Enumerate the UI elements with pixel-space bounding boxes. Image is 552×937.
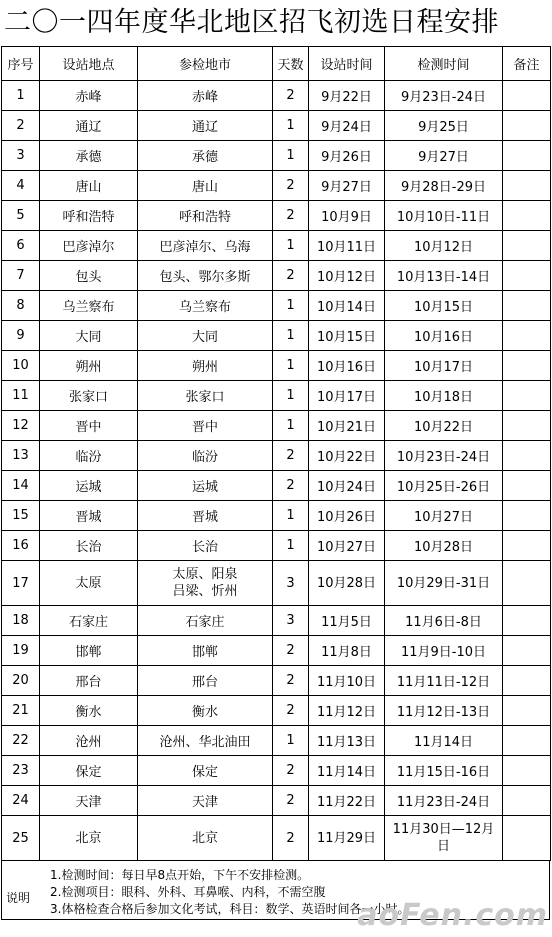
- cell-site: 邢台: [40, 666, 138, 696]
- cell-date: 10月17日: [309, 381, 385, 411]
- cell-no: 4: [2, 171, 40, 201]
- cell-days: 1: [273, 111, 309, 141]
- note-line-1: 1.检测时间：每日早8点开始，下午不安排检测。: [50, 868, 310, 882]
- table-row: [2, 786, 551, 816]
- cell-days: 1: [273, 141, 309, 171]
- cell-no: 9: [2, 321, 40, 351]
- cell-no: 17: [2, 561, 40, 606]
- cell-cities: 唐山: [138, 171, 273, 201]
- cell-note: [503, 441, 551, 471]
- cell-date: 10月22日: [309, 441, 385, 471]
- cell-site: 长治: [40, 531, 138, 561]
- col-header-date: 设站时间: [309, 47, 385, 81]
- cell-days: 2: [273, 201, 309, 231]
- cell-days: 2: [273, 261, 309, 291]
- cell-date: 11月22日: [309, 786, 385, 816]
- cell-days: 3: [273, 606, 309, 636]
- cell-no: 11: [2, 381, 40, 411]
- col-header-no: 序号: [2, 47, 40, 81]
- cell-note: [503, 786, 551, 816]
- cell-cities: 运城: [138, 471, 273, 501]
- col-header-site: 设站地点: [40, 47, 138, 81]
- cell-cities: 太原、阳泉 吕梁、忻州: [138, 561, 273, 606]
- cell-days: 3: [273, 561, 309, 606]
- cell-date: 11月13日: [309, 726, 385, 756]
- table-row: [2, 321, 551, 351]
- cell-date: 10月24日: [309, 471, 385, 501]
- cell-test: 10月25日-26日: [385, 471, 503, 501]
- cell-note: [503, 726, 551, 756]
- table-row: [2, 726, 551, 756]
- schedule-table: [1, 46, 551, 861]
- cell-test: 11月12日-13日: [385, 696, 503, 726]
- table-row: [2, 411, 551, 441]
- cell-no: 19: [2, 636, 40, 666]
- table-row: [2, 141, 551, 171]
- cell-cities: 承德: [138, 141, 273, 171]
- cell-note: [503, 141, 551, 171]
- cell-test: 10月22日: [385, 411, 503, 441]
- cell-note: [503, 171, 551, 201]
- cell-test: 11月14日: [385, 726, 503, 756]
- cell-days: 1: [273, 381, 309, 411]
- cell-site: 沧州: [40, 726, 138, 756]
- cell-note: [503, 351, 551, 381]
- cell-cities: 巴彦淖尔、乌海: [138, 231, 273, 261]
- cell-date: 9月24日: [309, 111, 385, 141]
- cell-no: 10: [2, 351, 40, 381]
- col-header-cities: 参检地市: [138, 47, 273, 81]
- cell-test: 9月28日-29日: [385, 171, 503, 201]
- cell-site: 晋中: [40, 411, 138, 441]
- cell-no: 23: [2, 756, 40, 786]
- cell-test: 10月17日: [385, 351, 503, 381]
- cell-date: 10月9日: [309, 201, 385, 231]
- table-header-row: [2, 47, 551, 81]
- notes-label: 说明: [6, 891, 31, 905]
- cell-cities: 朔州: [138, 351, 273, 381]
- cell-note: [503, 816, 551, 861]
- cell-date: 9月27日: [309, 171, 385, 201]
- cell-date: 10月28日: [309, 561, 385, 606]
- cell-test: 10月16日: [385, 321, 503, 351]
- cell-site: 保定: [40, 756, 138, 786]
- cell-cities: 张家口: [138, 381, 273, 411]
- cell-site: 承德: [40, 141, 138, 171]
- cell-test: 11月23日-24日: [385, 786, 503, 816]
- cell-site: 张家口: [40, 381, 138, 411]
- cell-days: 1: [273, 351, 309, 381]
- cell-date: 11月10日: [309, 666, 385, 696]
- cell-site: 赤峰: [40, 81, 138, 111]
- cell-days: 1: [273, 501, 309, 531]
- cell-cities: 大同: [138, 321, 273, 351]
- cell-note: [503, 111, 551, 141]
- cell-no: 6: [2, 231, 40, 261]
- cell-test: 11月30日—12月 日: [385, 816, 503, 861]
- table-row: [2, 201, 551, 231]
- cell-note: [503, 261, 551, 291]
- cell-site: 通辽: [40, 111, 138, 141]
- cell-days: 2: [273, 636, 309, 666]
- cell-no: 18: [2, 606, 40, 636]
- cell-cities: 邢台: [138, 666, 273, 696]
- cell-days: 2: [273, 696, 309, 726]
- cell-cities: 邯郸: [138, 636, 273, 666]
- cell-date: 11月5日: [309, 606, 385, 636]
- table-row: [2, 471, 551, 501]
- cell-test: 9月23日-24日: [385, 81, 503, 111]
- cell-date: 10月11日: [309, 231, 385, 261]
- cell-cities: 沧州、华北油田: [138, 726, 273, 756]
- cell-no: 22: [2, 726, 40, 756]
- table-row: [2, 636, 551, 666]
- cell-date: 9月22日: [309, 81, 385, 111]
- cell-note: [503, 411, 551, 441]
- cell-site: 朔州: [40, 351, 138, 381]
- table-row: [2, 756, 551, 786]
- cell-test: 10月27日: [385, 501, 503, 531]
- cell-cities: 衡水: [138, 696, 273, 726]
- cell-days: 1: [273, 231, 309, 261]
- cell-test: 10月28日: [385, 531, 503, 561]
- table-row: [2, 171, 551, 201]
- cell-test: 10月13日-14日: [385, 261, 503, 291]
- cell-note: [503, 606, 551, 636]
- cell-site: 唐山: [40, 171, 138, 201]
- cell-note: [503, 201, 551, 231]
- cell-test: 11月6日-8日: [385, 606, 503, 636]
- cell-note: [503, 81, 551, 111]
- cell-date: 9月26日: [309, 141, 385, 171]
- cell-no: 16: [2, 531, 40, 561]
- cell-test: 10月10日-11日: [385, 201, 503, 231]
- cell-test: 11月15日-16日: [385, 756, 503, 786]
- cell-note: [503, 636, 551, 666]
- cell-test: 11月11日-12日: [385, 666, 503, 696]
- cell-no: 14: [2, 471, 40, 501]
- cell-cities: 包头、鄂尔多斯: [138, 261, 273, 291]
- cell-note: [503, 471, 551, 501]
- cell-test: 11月9日-10日: [385, 636, 503, 666]
- col-header-days: 天数: [273, 47, 309, 81]
- note-line-3: 3.体格检查合格后参加文化考试，科目：数学、英语时间各一小时。: [50, 902, 410, 916]
- cell-test: 10月12日: [385, 231, 503, 261]
- table-row: [2, 696, 551, 726]
- cell-days: 2: [273, 441, 309, 471]
- cell-date: 11月12日: [309, 696, 385, 726]
- cell-test: 9月27日: [385, 141, 503, 171]
- cell-no: 13: [2, 441, 40, 471]
- cell-cities: 长治: [138, 531, 273, 561]
- table-row: [2, 231, 551, 261]
- cell-date: 11月29日: [309, 816, 385, 861]
- cell-days: 1: [273, 531, 309, 561]
- table-row: [2, 666, 551, 696]
- cell-date: 10月14日: [309, 291, 385, 321]
- cell-days: 1: [273, 726, 309, 756]
- cell-test: 10月15日: [385, 291, 503, 321]
- cell-note: [503, 231, 551, 261]
- cell-no: 5: [2, 201, 40, 231]
- col-header-test: 检测时间: [385, 47, 503, 81]
- cell-test: 10月23日-24日: [385, 441, 503, 471]
- cell-cities: 保定: [138, 756, 273, 786]
- cell-days: 2: [273, 816, 309, 861]
- table-row: [2, 816, 551, 861]
- cell-cities: 通辽: [138, 111, 273, 141]
- table-row: [2, 501, 551, 531]
- cell-date: 10月21日: [309, 411, 385, 441]
- cell-cities: 临汾: [138, 441, 273, 471]
- cell-test: 10月29日-31日: [385, 561, 503, 606]
- cell-site: 包头: [40, 261, 138, 291]
- cell-site: 天津: [40, 786, 138, 816]
- cell-cities: 晋城: [138, 501, 273, 531]
- cell-no: 8: [2, 291, 40, 321]
- cell-note: [503, 321, 551, 351]
- table-row: [2, 261, 551, 291]
- cell-note: [503, 666, 551, 696]
- cell-note: [503, 561, 551, 606]
- cell-site: 邯郸: [40, 636, 138, 666]
- cell-no: 25: [2, 816, 40, 861]
- cell-note: [503, 696, 551, 726]
- cell-site: 运城: [40, 471, 138, 501]
- cell-site: 太原: [40, 561, 138, 606]
- cell-site: 临汾: [40, 441, 138, 471]
- table-row: [2, 606, 551, 636]
- cell-site: 呼和浩特: [40, 201, 138, 231]
- cell-days: 1: [273, 291, 309, 321]
- cell-note: [503, 501, 551, 531]
- cell-no: 2: [2, 111, 40, 141]
- cell-note: [503, 531, 551, 561]
- cell-days: 2: [273, 471, 309, 501]
- table-row: [2, 81, 551, 111]
- cell-date: 11月8日: [309, 636, 385, 666]
- cell-site: 大同: [40, 321, 138, 351]
- cell-note: [503, 291, 551, 321]
- cell-no: 7: [2, 261, 40, 291]
- cell-days: 1: [273, 411, 309, 441]
- cell-date: 10月15日: [309, 321, 385, 351]
- cell-cities: 北京: [138, 816, 273, 861]
- cell-date: 11月14日: [309, 756, 385, 786]
- cell-test: 10月18日: [385, 381, 503, 411]
- cell-days: 2: [273, 666, 309, 696]
- cell-cities: 呼和浩特: [138, 201, 273, 231]
- cell-note: [503, 381, 551, 411]
- cell-no: 3: [2, 141, 40, 171]
- cell-cities: 乌兰察布: [138, 291, 273, 321]
- cell-days: 2: [273, 786, 309, 816]
- cell-no: 21: [2, 696, 40, 726]
- col-header-note: 备注: [503, 47, 551, 81]
- table-row: [2, 111, 551, 141]
- cell-date: 10月26日: [309, 501, 385, 531]
- cell-site: 晋城: [40, 501, 138, 531]
- cell-no: 15: [2, 501, 40, 531]
- cell-no: 1: [2, 81, 40, 111]
- cell-cities: 赤峰: [138, 81, 273, 111]
- cell-no: 24: [2, 786, 40, 816]
- table-row: [2, 531, 551, 561]
- cell-date: 10月16日: [309, 351, 385, 381]
- table-row: [2, 351, 551, 381]
- table-row: [2, 381, 551, 411]
- cell-site: 北京: [40, 816, 138, 861]
- cell-cities: 石家庄: [138, 606, 273, 636]
- cell-note: [503, 756, 551, 786]
- cell-test: 9月25日: [385, 111, 503, 141]
- cell-site: 巴彦淖尔: [40, 231, 138, 261]
- cell-no: 12: [2, 411, 40, 441]
- cell-cities: 天津: [138, 786, 273, 816]
- cell-days: 2: [273, 81, 309, 111]
- cell-date: 10月12日: [309, 261, 385, 291]
- cell-date: 10月27日: [309, 531, 385, 561]
- cell-days: 1: [273, 321, 309, 351]
- cell-days: 2: [273, 756, 309, 786]
- cell-site: 衡水: [40, 696, 138, 726]
- watermark-logo: aoFen.com: [357, 898, 548, 933]
- note-line-2: 2.检测项目：眼科、外科、耳鼻喉、内科，不需空腹: [50, 885, 326, 899]
- table-row: [2, 291, 551, 321]
- cell-days: 2: [273, 171, 309, 201]
- cell-cities: 晋中: [138, 411, 273, 441]
- page-title: 二〇一四年度华北地区招飞初选日程安排: [4, 7, 499, 38]
- cell-site: 石家庄: [40, 606, 138, 636]
- table-row: [2, 441, 551, 471]
- cell-site: 乌兰察布: [40, 291, 138, 321]
- cell-no: 20: [2, 666, 40, 696]
- table-row: [2, 561, 551, 606]
